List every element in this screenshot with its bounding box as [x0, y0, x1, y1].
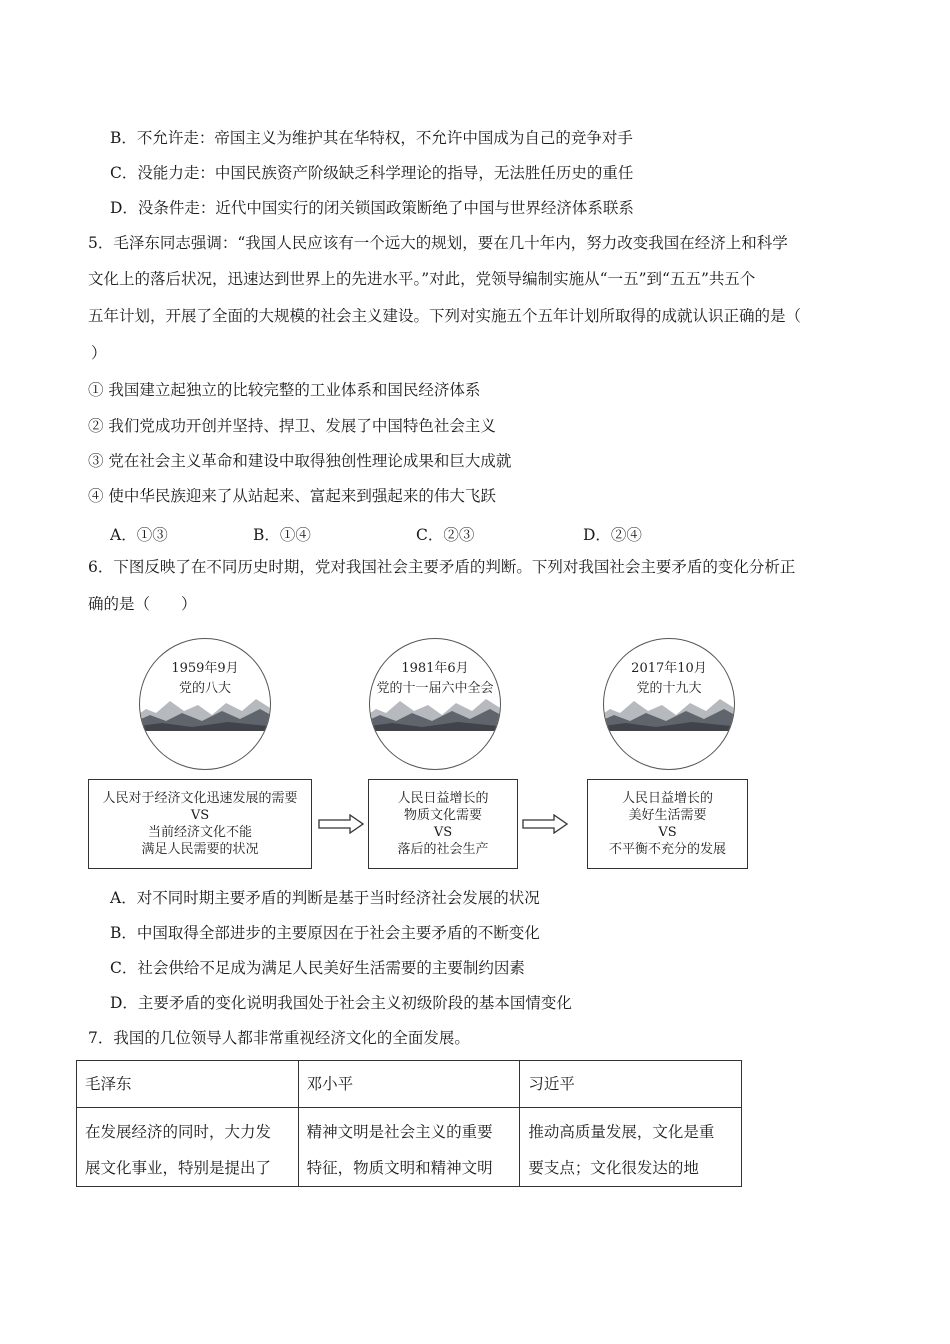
mountain-landscape-icon — [139, 691, 271, 731]
cell-line: 展文化事业，特别是提出了 — [85, 1159, 272, 1177]
timeline-circle-2017 — [603, 638, 735, 770]
q5-statement-3: ③ 党在社会主义革命和建设中取得独创性理论成果和巨大成就 — [88, 452, 512, 470]
box-line: 物质文化需要 — [403, 808, 482, 823]
contradiction-box-1 — [88, 779, 312, 869]
header-mao: 毛泽东 — [77, 1061, 299, 1108]
arrow-right-icon — [318, 814, 364, 834]
circle-event: 党的十九大 — [636, 681, 702, 696]
cell-line: 要支点；文化很发达的地 — [528, 1159, 699, 1177]
q4-option-b: B．不允许走：帝国主义为维护其在华特权，不允许中国成为自己的竞争对手 — [110, 129, 633, 147]
q5-choice-d: D．②④ — [583, 526, 642, 544]
box-line: 人民日益增长的 — [621, 791, 713, 806]
q5-choice-c: C．②③ — [416, 526, 475, 544]
contradiction-box-3 — [587, 779, 748, 869]
circle-event: 党的八大 — [178, 681, 231, 696]
cell-line: 在发展经济的同时，大力发 — [85, 1123, 272, 1141]
q6-option-b: B．中国取得全部进步的主要原因在于社会主要矛盾的不断变化 — [110, 924, 540, 942]
q6-option-c: C．社会供给不足成为满足人民美好生活需要的主要制约因素 — [110, 959, 525, 977]
q5-stem-line-4: ） — [91, 344, 107, 362]
cell-line: 精神文明是社会主义的重要 — [306, 1123, 493, 1141]
cell-line: 特征，物质文明和精神文明 — [306, 1159, 493, 1177]
circle-event: 党的十一届六中全会 — [376, 681, 494, 696]
header-deng: 邓小平 — [298, 1061, 520, 1108]
contradiction-box-2 — [368, 779, 518, 869]
box-line: VS — [658, 825, 677, 840]
q7-stem: 7．我国的几位领导人都非常重视经济文化的全面发展。 — [88, 1029, 470, 1047]
box-line: VS — [433, 825, 453, 840]
q5-stem-line-3: 五年计划，开展了全面的大规模的社会主义建设。下列对实施五个五年计划所取得的成就认识正确的是（ — [88, 307, 802, 325]
cell-mao — [77, 1108, 299, 1187]
q6-option-a: A．对不同时期主要矛盾的判断是基于当时经济社会发展的状况 — [110, 889, 540, 907]
circle-date: 1959年9月 — [171, 661, 239, 676]
q5-statement-1: ① 我国建立起独立的比较完整的工业体系和国民经济体系 — [88, 381, 481, 399]
q4-option-c: C．没能力走：中国民族资产阶级缺乏科学理论的指导，无法胜任历史的重任 — [110, 164, 634, 182]
q6-option-d: D．主要矛盾的变化说明我国处于社会主义初级阶段的基本国情变化 — [110, 994, 572, 1012]
box-line: 落后的社会生产 — [397, 842, 489, 857]
box-line: 满足人民需要的状况 — [141, 842, 259, 857]
q6-stem-line-2: 确的是（ ） — [88, 595, 197, 613]
timeline-circle-1981 — [369, 638, 501, 770]
header-xi: 习近平 — [520, 1061, 742, 1108]
cell-xi — [520, 1108, 742, 1187]
box-line: 人民对于经济文化迅速发展的需要 — [102, 791, 298, 806]
q5-statement-4: ④ 使中华民族迎来了从站起来、富起来到强起来的伟大飞跃 — [88, 487, 496, 505]
table-row — [77, 1108, 742, 1187]
q5-stem-line-1: 5．毛泽东同志强调：“我国人民应该有一个远大的规划，要在几十年内，努力改变我国在经济上和科学 — [88, 234, 788, 252]
box-line: VS — [190, 808, 210, 823]
box-line: 不平衡不充分的发展 — [608, 842, 726, 857]
box-line: 当前经济文化不能 — [147, 825, 252, 840]
timeline-circle-1959 — [139, 638, 271, 770]
mountain-landscape-icon — [603, 691, 735, 731]
q5-choice-a: A．①③ — [110, 526, 168, 544]
q5-statement-2: ② 我们党成功开创并坚持、捍卫、发展了中国特色社会主义 — [88, 417, 496, 435]
q5-choice-b: B．①④ — [253, 526, 311, 544]
mountain-landscape-icon — [369, 691, 501, 731]
box-line: 人民日益增长的 — [397, 791, 489, 806]
table-header-row — [77, 1061, 742, 1108]
circle-date: 2017年10月 — [631, 661, 707, 676]
q6-stem-line-1: 6．下图反映了在不同历史时期，党对我国社会主要矛盾的判断。下列对我国社会主要矛盾的变化分析正 — [88, 558, 796, 576]
q5-stem-line-2: 文化上的落后状况，迅速达到世界上的先进水平。”对此，党领导编制实施从“一五”到“五五”共五个 — [88, 270, 756, 288]
q4-option-d: D．没条件走：近代中国实行的闭关锁国政策断绝了中国与世界经济体系联系 — [110, 199, 634, 217]
box-line: 美好生活需要 — [628, 808, 707, 823]
leaders-table — [76, 1060, 742, 1187]
cell-line: 推动高质量发展，文化是重 — [528, 1123, 715, 1141]
arrow-right-icon — [522, 814, 568, 834]
cell-deng — [298, 1108, 520, 1187]
circle-date: 1981年6月 — [401, 661, 469, 676]
